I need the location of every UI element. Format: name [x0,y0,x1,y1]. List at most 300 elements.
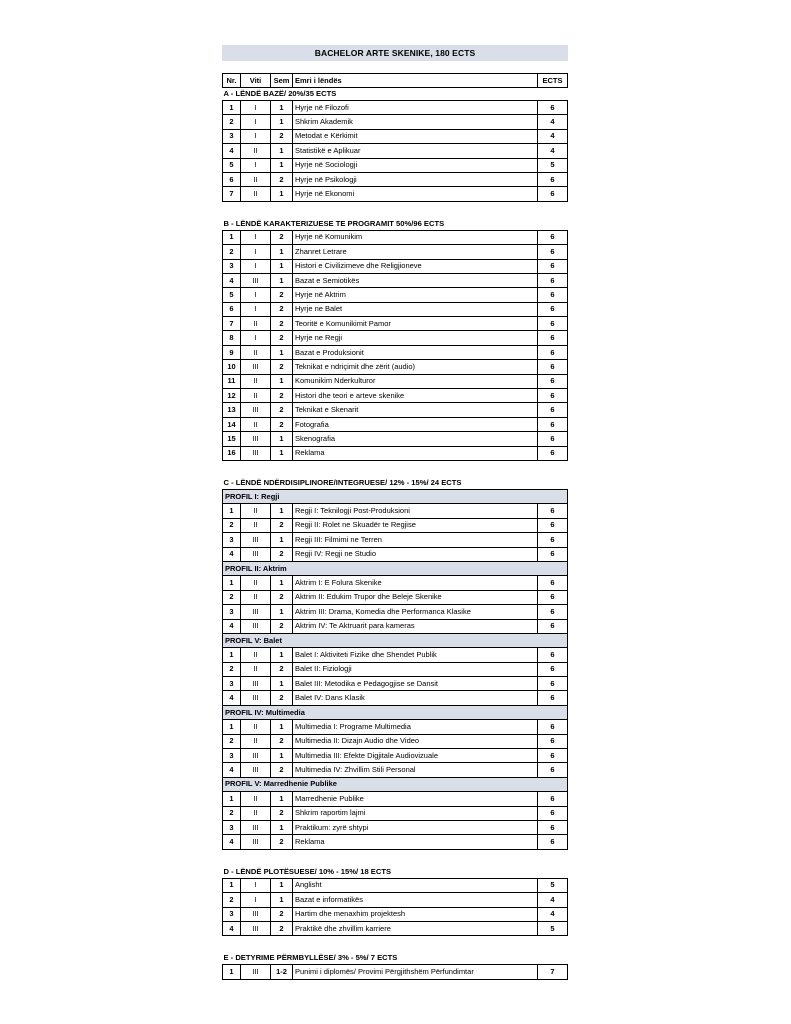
course-ects: 6 [538,417,568,431]
course-sem: 2 [271,331,293,345]
course-sem: 2 [271,619,293,633]
course-nr: 4 [223,691,241,705]
profile-title: PROFIL I: Regji [223,489,568,503]
course-nr: 1 [223,576,241,590]
table-row [223,907,568,921]
course-name: Histori dhe teori e arteve skenike [293,389,538,403]
course-sem: 2 [271,360,293,374]
course-name: Regji IV: Regji ne Studio [293,547,538,561]
course-nr: 1 [223,230,241,244]
course-viti: II [241,144,271,158]
course-nr: 3 [223,749,241,763]
table-row [223,921,568,935]
course-sem: 1 [271,115,293,129]
table-row [223,518,568,532]
table-row [223,273,568,287]
course-sem: 2 [271,518,293,532]
course-sem: 1 [271,144,293,158]
course-nr: 14 [223,417,241,431]
course-ects: 6 [538,389,568,403]
course-viti: II [241,590,271,604]
course-nr: 7 [223,187,241,201]
course-viti: I [241,158,271,172]
course-ects: 6 [538,331,568,345]
course-sem: 2 [271,907,293,921]
course-viti: II [241,720,271,734]
course-ects: 6 [538,806,568,820]
course-sem: 2 [271,590,293,604]
course-ects: 6 [538,374,568,388]
course-sem: 1 [271,432,293,446]
header-ects: ECTS [538,74,568,88]
course-viti: III [241,749,271,763]
course-viti: II [241,518,271,532]
course-ects: 6 [538,446,568,460]
course-viti: II [241,576,271,590]
course-nr: 1 [223,965,241,979]
table-row [223,302,568,316]
table-row [223,749,568,763]
course-ects: 4 [538,144,568,158]
curriculum-page [222,45,568,980]
course-nr: 9 [223,345,241,359]
course-ects: 6 [538,749,568,763]
course-ects: 6 [538,820,568,834]
course-viti: II [241,317,271,331]
table-row [223,720,568,734]
table-row [223,360,568,374]
course-name: Aktrim III: Drama, Komedia dhe Performanca Klasike [293,605,538,619]
course-sem: 1 [271,792,293,806]
course-sem: 1 [271,273,293,287]
course-sem: 1 [271,446,293,460]
course-viti: I [241,302,271,316]
course-viti: I [241,878,271,892]
course-name: Regji III: Filmimi ne Terren [293,533,538,547]
course-sem: 1 [271,187,293,201]
section-gap [223,201,568,218]
course-ects: 6 [538,288,568,302]
course-ects: 6 [538,432,568,446]
curriculum-table [222,73,568,980]
course-name: Bazat e Produksionit [293,345,538,359]
course-viti: III [241,547,271,561]
course-ects: 5 [538,878,568,892]
course-nr: 5 [223,158,241,172]
course-nr: 8 [223,331,241,345]
section-header-row [223,218,568,231]
course-sem: 2 [271,172,293,186]
table-row [223,893,568,907]
course-viti: III [241,907,271,921]
document-title: BACHELOR ARTE SKENIKE, 180 ECTS [222,45,568,61]
course-viti: II [241,792,271,806]
course-ects: 6 [538,648,568,662]
course-ects: 6 [538,230,568,244]
header-viti: Viti [241,74,271,88]
course-sem: 2 [271,129,293,143]
course-sem: 1 [271,345,293,359]
course-ects: 6 [538,763,568,777]
table-row [223,763,568,777]
course-ects: 6 [538,504,568,518]
table-row [223,403,568,417]
course-viti: II [241,417,271,431]
table-row [223,101,568,115]
table-row [223,172,568,186]
course-name: Histori e Civilizimeve dhe Religjioneve [293,259,538,273]
course-nr: 4 [223,619,241,633]
course-ects: 6 [538,792,568,806]
profile-header-row [223,633,568,647]
course-sem: 1 [271,158,293,172]
course-sem: 1 [271,820,293,834]
course-viti: II [241,734,271,748]
section-header-row [223,866,568,879]
table-row [223,187,568,201]
course-nr: 4 [223,835,241,849]
course-sem: 1 [271,720,293,734]
table-row [223,345,568,359]
course-viti: II [241,389,271,403]
course-ects: 6 [538,662,568,676]
course-viti: III [241,432,271,446]
table-row [223,374,568,388]
course-viti: III [241,763,271,777]
table-row [223,115,568,129]
table-body [223,88,568,980]
course-sem: 2 [271,417,293,431]
table-row [223,605,568,619]
course-name: Fotografia [293,417,538,431]
course-ects: 6 [538,677,568,691]
table-row [223,734,568,748]
table-row [223,806,568,820]
header-nr: Nr. [223,74,241,88]
course-name: Bazat e informatikës [293,893,538,907]
course-viti: I [241,101,271,115]
course-viti: III [241,835,271,849]
table-row [223,965,568,979]
table-row [223,230,568,244]
course-name: Regji I: Teknilogji Post-Produksioni [293,504,538,518]
course-name: Hyrje në Komunikim [293,230,538,244]
course-name: Balet I: Aktiviteti Fizike dhe Shendet Publik [293,648,538,662]
section-title: B - LËNDË KARAKTERIZUESE TE PROGRAMIT 50%/96 ECTS [223,218,445,228]
table-row [223,662,568,676]
course-nr: 16 [223,446,241,460]
course-name: Aktrim II: Edukim Trupor dhe Beleje Skenike [293,590,538,604]
course-nr: 2 [223,893,241,907]
course-sem: 1 [271,878,293,892]
course-name: Komunikim Nderkulturor [293,374,538,388]
section-title: A - LËNDË BAZË/ 20%/35 ECTS [223,89,337,98]
table-header-row [223,74,568,88]
course-ects: 6 [538,360,568,374]
table-row [223,547,568,561]
course-viti: II [241,648,271,662]
course-nr: 1 [223,878,241,892]
table-row [223,504,568,518]
course-viti: I [241,230,271,244]
course-ects: 6 [538,302,568,316]
course-ects: 6 [538,619,568,633]
course-viti: II [241,806,271,820]
course-nr: 15 [223,432,241,446]
table-row [223,288,568,302]
profile-header-row [223,489,568,503]
course-sem: 1 [271,893,293,907]
course-sem: 1 [271,259,293,273]
course-nr: 2 [223,115,241,129]
course-nr: 3 [223,907,241,921]
table-row [223,835,568,849]
table-row [223,144,568,158]
course-ects: 7 [538,965,568,979]
course-ects: 4 [538,129,568,143]
course-viti: III [241,677,271,691]
section-gap [223,460,568,477]
course-viti: I [241,288,271,302]
course-name: Marredhenie Publike [293,792,538,806]
course-name: Shkrim raportim lajmi [293,806,538,820]
course-viti: III [241,273,271,287]
course-name: Hartim dhe menaxhim projektesh [293,907,538,921]
course-name: Reklama [293,446,538,460]
course-ects: 6 [538,835,568,849]
course-name: Aktrim I: E Folura Skenike [293,576,538,590]
course-name: Hyrje në Sociologji [293,158,538,172]
profile-title: PROFIL II: Aktrim [223,561,568,575]
header-name: Emri i lëndës [293,74,538,88]
course-sem: 1 [271,533,293,547]
course-nr: 1 [223,648,241,662]
table-row [223,677,568,691]
course-nr: 11 [223,374,241,388]
table-row [223,576,568,590]
course-sem: 1 [271,605,293,619]
course-name: Hyrje ne Regji [293,331,538,345]
course-name: Teoritë e Komunikimit Pamor [293,317,538,331]
profile-title: PROFIL V: Balet [223,633,568,647]
course-viti: III [241,360,271,374]
section-header-row [223,88,568,101]
course-viti: II [241,662,271,676]
course-ects: 4 [538,893,568,907]
course-viti: I [241,259,271,273]
course-name: Multimedia II: Dizajn Audio dhe Video [293,734,538,748]
course-ects: 6 [538,691,568,705]
course-nr: 5 [223,288,241,302]
table-row [223,648,568,662]
course-ects: 6 [538,345,568,359]
course-sem: 2 [271,230,293,244]
course-viti: III [241,691,271,705]
table-row [223,878,568,892]
table-row [223,317,568,331]
course-nr: 3 [223,677,241,691]
course-ects: 6 [538,259,568,273]
table-row [223,820,568,834]
course-viti: I [241,115,271,129]
section-title: C - LËNDË NDËRDISIPLINORE/INTEGRUESE/ 12% - 15%/ 24 ECTS [223,477,462,487]
course-sem: 2 [271,921,293,935]
course-viti: I [241,893,271,907]
course-name: Zhanret Letrare [293,245,538,259]
course-nr: 3 [223,259,241,273]
course-name: Balet II: Fiziologji [293,662,538,676]
course-name: Teknikat e Skenarit [293,403,538,417]
section-title: E - DETYRIME PËRMBYLLËSE/ 3% - 5%/ 7 ECTS [223,953,398,963]
course-name: Balet III: Metodika e Pedagogjise se Dansit [293,677,538,691]
course-name: Reklama [293,835,538,849]
course-nr: 3 [223,129,241,143]
course-nr: 3 [223,605,241,619]
course-ects: 4 [538,115,568,129]
profile-header-row [223,777,568,791]
course-name: Multimedia I: Programe Multimedia [293,720,538,734]
course-ects: 6 [538,734,568,748]
course-nr: 2 [223,518,241,532]
course-viti: I [241,245,271,259]
table-row [223,446,568,460]
course-sem: 2 [271,389,293,403]
course-viti: III [241,820,271,834]
course-name: Teknikat e ndriçimit dhe zërit (audio) [293,360,538,374]
course-sem: 2 [271,302,293,316]
course-nr: 2 [223,662,241,676]
course-name: Metodat e Kërkimit [293,129,538,143]
course-sem: 1 [271,101,293,115]
course-ects: 6 [538,518,568,532]
course-nr: 2 [223,806,241,820]
course-ects: 5 [538,158,568,172]
course-ects: 5 [538,921,568,935]
course-name: Bazat e Semiotikës [293,273,538,287]
course-ects: 6 [538,172,568,186]
course-name: Statistikë e Aplikuar [293,144,538,158]
course-sem: 2 [271,763,293,777]
course-sem: 2 [271,734,293,748]
table-row [223,245,568,259]
course-nr: 2 [223,245,241,259]
course-viti: II [241,187,271,201]
course-sem: 1 [271,504,293,518]
course-name: Anglisht [293,878,538,892]
course-ects: 6 [538,317,568,331]
table-row [223,389,568,403]
course-ects: 6 [538,245,568,259]
course-ects: 6 [538,590,568,604]
course-nr: 13 [223,403,241,417]
course-sem: 2 [271,317,293,331]
course-nr: 4 [223,273,241,287]
course-nr: 7 [223,317,241,331]
course-sem: 2 [271,806,293,820]
course-nr: 3 [223,820,241,834]
table-row [223,259,568,273]
table-row [223,533,568,547]
course-ects: 6 [538,547,568,561]
course-name: Regji II: Rolet ne Skuadër te Regjise [293,518,538,532]
course-sem: 1 [271,749,293,763]
course-viti: III [241,921,271,935]
course-nr: 6 [223,302,241,316]
course-sem: 2 [271,288,293,302]
course-sem: 1 [271,374,293,388]
course-name: Skenografia [293,432,538,446]
course-ects: 6 [538,605,568,619]
course-name: Aktrim IV: Te Aktruarit para kameras [293,619,538,633]
profile-title: PROFIL V: Marredhenie Publike [223,777,568,791]
course-nr: 4 [223,763,241,777]
course-viti: III [241,403,271,417]
table-row [223,691,568,705]
table-row [223,792,568,806]
course-viti: I [241,129,271,143]
section-title: D - LËNDË PLOTËSUESE/ 10% - 15%/ 18 ECTS [223,866,392,876]
course-nr: 6 [223,172,241,186]
course-viti: III [241,965,271,979]
course-nr: 2 [223,734,241,748]
table-row [223,432,568,446]
section-gap [223,849,568,866]
course-ects: 6 [538,273,568,287]
course-name: Hyrje ne Balet [293,302,538,316]
course-sem: 2 [271,691,293,705]
course-viti: III [241,605,271,619]
course-sem: 1 [271,245,293,259]
course-viti: I [241,331,271,345]
course-viti: II [241,172,271,186]
course-nr: 12 [223,389,241,403]
course-name: Praktikum: zyrë shtypi [293,820,538,834]
course-sem: 2 [271,835,293,849]
course-name: Hyrje në Aktrim [293,288,538,302]
course-sem: 1 [271,677,293,691]
course-ects: 6 [538,576,568,590]
profile-header-row [223,705,568,719]
course-name: Shkrim Akademik [293,115,538,129]
section-header-row [223,477,568,490]
course-name: Punimi i diplomës/ Provimi Përgjithshëm Përfundimtar [293,965,538,979]
course-sem: 1 [271,576,293,590]
course-sem: 1-2 [271,965,293,979]
header-sem: Sem [271,74,293,88]
profile-title: PROFIL IV: Multimedia [223,705,568,719]
course-viti: II [241,345,271,359]
course-nr: 10 [223,360,241,374]
profile-header-row [223,561,568,575]
table-row [223,129,568,143]
table-row [223,619,568,633]
course-nr: 4 [223,144,241,158]
course-ects: 6 [538,187,568,201]
course-viti: III [241,619,271,633]
course-sem: 2 [271,403,293,417]
course-viti: III [241,533,271,547]
course-name: Hyrje në Filozofi [293,101,538,115]
section-header-row [223,952,568,965]
course-nr: 1 [223,792,241,806]
course-nr: 4 [223,921,241,935]
course-name: Multimedia III: Efekte Digjitale Audiovizuale [293,749,538,763]
course-ects: 4 [538,907,568,921]
course-ects: 6 [538,403,568,417]
table-row [223,158,568,172]
course-sem: 1 [271,648,293,662]
course-name: Balet IV: Dans Klasik [293,691,538,705]
